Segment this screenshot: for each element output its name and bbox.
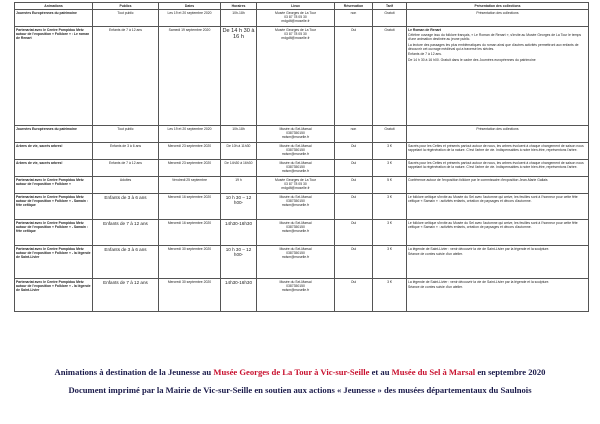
cell-presentation: Sacrés pour les Celtes et présents partout autour de nous, les arbres évoluent à chaque changement de saison nous rappelant la régénération de la nature. C'est l'arbre de vie. Indispensables à notre bien-être, représentons l'arbre. (407, 143, 589, 160)
cell-reservation: Oui (335, 220, 373, 246)
cell-tarif: 3 € (373, 220, 407, 246)
cell-reservation: Oui (335, 27, 373, 126)
table-body (15, 10, 589, 312)
cell-horaires: 19 h (221, 177, 257, 194)
cell-presentation: La légende de Saint-Livier : venir découvrir la vie de Saint-Livier par la légende et la sculpture. Séance de contes suivie d'un atelier. (407, 279, 589, 312)
footer-line-2: Document imprimé par la Mairie de Vic-sur-Seille en soutien aux actions « Jeunesse » des musées départementaux du Saulnois (68, 385, 532, 395)
cell-lieux: Musée Georges de La Tour 03 87 78 05 30 mdgdlt@moselle.fr (257, 27, 335, 126)
cell-animation: Arbres de vie, sacrés arbres! (15, 160, 93, 177)
cell-reservation: Oui (335, 177, 373, 194)
cell-animation: Partenariat avec le Centre Pompidou Metz autour de l'exposition « Folklore » : Le roman de Renart (15, 27, 93, 126)
cell-dates: Mercredi 23 septembre 2020 (159, 160, 221, 177)
cell-lieux: Musée du Sel-Marsal 0387350150 mdsm@moselle.fr (257, 246, 335, 279)
program-table (14, 2, 589, 312)
cell-dates: Mercredi 16 septembre 2020 (159, 194, 221, 220)
cell-tarif: 3 € (373, 246, 407, 279)
cell-lieux: Musée Georges de La Tour 03 87 78 05 30 mdgdlt@moselle.fr (257, 177, 335, 194)
table-row (15, 10, 589, 27)
cell-animation: Partenariat avec le Centre Pompidou Metz autour de l'exposition « Folklore » - la légende de Saint-Livier (15, 279, 93, 312)
cell-public: Enfants de 3 à 6 ans (93, 194, 159, 220)
table-row (15, 220, 589, 246)
cell-horaires: 10 h 30 – 12 h00- (221, 194, 257, 220)
cell-presentation: Le Roman de Renart Célèbre ouvrage issu du folklore français, « Le Roman de Renart », s'invite au Musée Georges de La Tour le temps d'une animation destinée au jeune public. La lecture des passages les plus emblématiques du roman ainsi que d'autres activités permettront aux enfants de découvrir cet ouvrage médiéval qui a traversé les siècles. Enfants de 7 à 12 ans. De 14 h 30 à 16 h00. Gratuit dans le cadre des Journées européennes du patrimoine (407, 27, 589, 126)
cell-lieux: Musée du Sel-Marsal 0387350150 mdsm@moselle.fr (257, 126, 335, 143)
header-publics: Publics (93, 3, 159, 10)
cell-horaires: 14h30-16h30 (221, 279, 257, 312)
cell-tarif: Gratuit (373, 126, 407, 143)
footer-museum-georges: Musée Georges de La Tour à Vic-sur-Seille (213, 367, 370, 377)
cell-presentation: Présentation des collections (407, 10, 589, 27)
cell-lieux: Musée Georges de La Tour 03 87 78 05 30 mdgdlt@moselle.fr (257, 10, 335, 27)
cell-presentation: La légende de Saint-Livier : venir découvrir la vie de Saint-Livier par la légende et la sculpture. Séance de contes suivie d'un atelier. (407, 246, 589, 279)
cell-tarif: 3 € (373, 160, 407, 177)
cell-presentation: Sacrés pour les Celtes et présents partout autour de nous, les arbres évoluent à chaque changement de saison nous rappelant la régénération de la nature. C'est l'arbre de vie. Indispensables à notre bien-être, représentons l'arbre. (407, 160, 589, 177)
header-horaires: Horaires (221, 3, 257, 10)
header-presentation: Présentation des collections (407, 3, 589, 10)
cell-animation: Partenariat avec le Centre Pompidou Metz autour de l'exposition « Folklore » (15, 177, 93, 194)
table-row (15, 126, 589, 143)
cell-reservation: non (335, 126, 373, 143)
cell-animation: Partenariat avec le Centre Pompidou Metz autour de l'exposition « Folklore » - Samain : fête celtique (15, 220, 93, 246)
header-reservation: Réservation (335, 3, 373, 10)
cell-horaires: De 14 h 30 à 16 h (221, 27, 257, 126)
cell-lieux: Musée du Sel-Marsal 0387350150 mdsm@moselle.fr (257, 194, 335, 220)
cell-reservation: Oui (335, 279, 373, 312)
cell-horaires: De 10h à 11h30 (221, 143, 257, 160)
table-row (15, 246, 589, 279)
cell-dates: Mercredi 16 septembre 2020 (159, 220, 221, 246)
cell-reservation: Oui (335, 194, 373, 220)
footer-text: Animations à destination de la Jeunesse au (54, 367, 214, 377)
cell-horaires: 10h-18h (221, 126, 257, 143)
table-row (15, 160, 589, 177)
cell-public: Enfants de 7 à 12 ans (93, 220, 159, 246)
table-row (15, 194, 589, 220)
cell-horaires: 10h-18h (221, 10, 257, 27)
cell-tarif: Gratuit (373, 27, 407, 126)
table-row (15, 177, 589, 194)
cell-presentation: Le folklore celtique s'invite au Musée du Sel avec l'automne qui arrive, les feuilles sont à l'honneur pour cette fête celtique « Samain » : activités enfants, création de paysages et décors d'automne. (407, 194, 589, 220)
cell-public: Tout public (93, 126, 159, 143)
cell-animation: Journées Européennes du patrimoine (15, 10, 93, 27)
cell-animation: Partenariat avec le Centre Pompidou Metz autour de l'exposition « Folklore » - la légende de Saint-Livier (15, 246, 93, 279)
cell-presentation: Le folklore celtique s'invite au Musée du Sel avec l'automne qui arrive, les feuilles sont à l'honneur pour cette fête celtique « Samain » : activités enfants, création de paysages et décors d'automne. (407, 220, 589, 246)
table-row (15, 279, 589, 312)
cell-animation: Journées Européennes du patrimoine (15, 126, 93, 143)
footer-line-1 (0, 367, 600, 377)
cell-presentation: Présentation des collections (407, 126, 589, 143)
header-dates: Dates (159, 3, 221, 10)
table-header-row (15, 3, 589, 10)
cell-reservation: Oui (335, 160, 373, 177)
cell-tarif: Gratuit (373, 10, 407, 27)
cell-animation: Arbres de vie, sacrés arbres! (15, 143, 93, 160)
footer-text: et au (369, 367, 392, 377)
cell-public: Enfants de 7 à 12 ans (93, 279, 159, 312)
cell-public: Adultes (93, 177, 159, 194)
header-animations: Animations (15, 3, 93, 10)
cell-tarif: 3 € (373, 279, 407, 312)
cell-lieux: Musée du Sel-Marsal 0387350150 mdsm@moselle.fr (257, 220, 335, 246)
table-row (15, 27, 589, 126)
cell-public: Tout public (93, 10, 159, 27)
cell-dates: Samedi 19 septembre 2020 (159, 27, 221, 126)
header-tarif: Tarif (373, 3, 407, 10)
footer-museum-sel: Musée du Sel à Marsal (391, 367, 476, 377)
cell-reservation: Oui (335, 143, 373, 160)
cell-lieux: Musée du Sel-Marsal 0387350150 mdsm@moselle.fr (257, 279, 335, 312)
table-row (15, 143, 589, 160)
cell-public: Enfants de 3 à 6 ans (93, 143, 159, 160)
cell-public: Enfants de 7 à 12 ans (93, 27, 159, 126)
cell-animation: Partenariat avec le Centre Pompidou Metz autour de l'exposition « Folklore » - Samain : fête celtique (15, 194, 93, 220)
footer-text: en septembre 2020 (475, 367, 546, 377)
cell-reservation: non (335, 10, 373, 27)
cell-horaires: 14h30-16h30 (221, 220, 257, 246)
cell-tarif: 3 € (373, 143, 407, 160)
cell-dates: Mercredi 30 septembre 2020 (159, 246, 221, 279)
cell-reservation: Oui (335, 246, 373, 279)
cell-horaires: 10 h 30 – 12 h00- (221, 246, 257, 279)
program-table-wrapper (14, 2, 588, 312)
cell-public: Enfants de 3 à 6 ans (93, 246, 159, 279)
cell-lieux: Musée du Sel-Marsal 0387350150 mdsm@moselle.fr (257, 143, 335, 160)
cell-tarif: 3 € (373, 194, 407, 220)
cell-dates: Vendredi 25 septembre (159, 177, 221, 194)
cell-tarif: 5 € (373, 177, 407, 194)
cell-dates: Les 19 et 20 septembre 2020 (159, 10, 221, 27)
cell-public: Enfants de 7 à 12 ans (93, 160, 159, 177)
cell-presentation: Conférence autour de l'exposition folklore par le commissaire d'exposition Jean-Marie Gallais (407, 177, 589, 194)
cell-lieux: Musée du Sel-Marsal 0387350150 mdsm@moselle.fr (257, 160, 335, 177)
cell-horaires: De 14h30 à 16h30 (221, 160, 257, 177)
header-lieux: Lieux (257, 3, 335, 10)
cell-dates: Mercredi 23 septembre 2020 (159, 143, 221, 160)
cell-dates: Mercredi 30 septembre 2020 (159, 279, 221, 312)
cell-dates: Les 19 et 20 septembre 2020 (159, 126, 221, 143)
